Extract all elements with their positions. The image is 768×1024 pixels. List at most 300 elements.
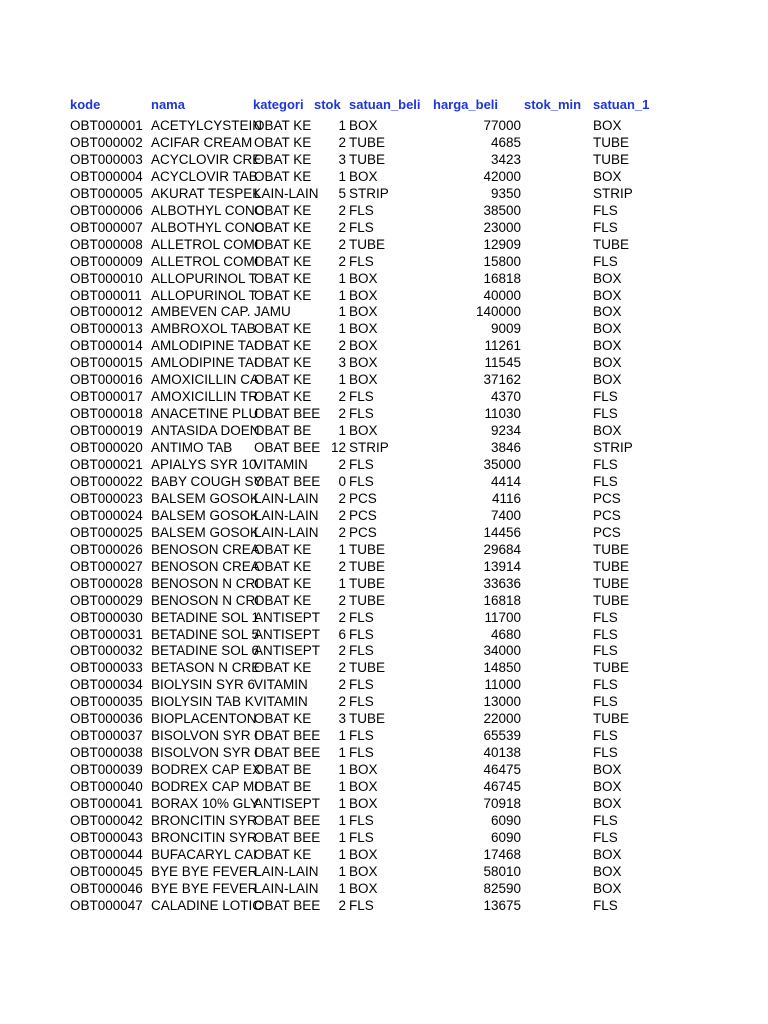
cell-harga-beli[interactable]: 22000 [483, 711, 521, 727]
cell-kode[interactable]: OBT000045 [70, 863, 143, 879]
cell-satuan-1[interactable]: BOX [593, 287, 622, 303]
cell-kode[interactable]: OBT000033 [70, 660, 143, 676]
column-header-kode[interactable]: kode [70, 97, 101, 112]
cell-nama[interactable]: BETADINE SOL 5 [151, 626, 260, 642]
cell-nama[interactable]: ACYCLOVIR CRE [151, 151, 262, 167]
cell-harga-beli[interactable]: 11000 [484, 677, 521, 693]
cell-harga-beli[interactable]: 34000 [483, 643, 521, 659]
cell-stok[interactable]: 2 [338, 202, 346, 218]
cell-nama[interactable]: BODREX CAP EX [151, 762, 262, 778]
cell-stok[interactable]: 1 [338, 541, 346, 557]
cell-kode[interactable]: OBT000007 [70, 219, 143, 235]
column-header-kategori[interactable]: kategori [253, 97, 304, 112]
cell-satuan-beli[interactable]: STRIP [349, 185, 389, 201]
cell-harga-beli[interactable]: 13000 [483, 694, 521, 710]
cell-stok[interactable]: 1 [338, 321, 346, 337]
cell-satuan-beli[interactable]: BOX [349, 118, 378, 133]
cell-satuan-beli[interactable]: FLS [349, 253, 374, 269]
cell-satuan-1[interactable]: TUBE [593, 711, 630, 727]
cell-satuan-beli[interactable]: BOX [349, 355, 378, 371]
cell-stok[interactable]: 1 [338, 372, 346, 388]
cell-stok[interactable]: 2 [338, 490, 346, 506]
cell-satuan-1[interactable]: FLS [593, 626, 618, 642]
cell-stok[interactable]: 1 [338, 880, 346, 896]
cell-kode[interactable]: OBT000005 [70, 185, 143, 201]
cell-harga-beli[interactable]: 40138 [483, 745, 521, 761]
cell-nama[interactable]: ANTIMO TAB [151, 440, 233, 456]
cell-stok[interactable]: 2 [338, 406, 346, 422]
cell-satuan-1[interactable]: TUBE [593, 660, 630, 676]
cell-nama[interactable]: ALLETROL COMI [151, 253, 259, 269]
cell-harga-beli[interactable]: 11700 [484, 609, 521, 625]
cell-nama[interactable]: BENOSON N CRI [151, 575, 260, 591]
cell-kategori[interactable]: OBAT BEE [254, 745, 321, 761]
cell-kategori[interactable]: VITAMIN [254, 677, 308, 693]
cell-satuan-beli[interactable]: TUBE [349, 592, 386, 608]
cell-satuan-1[interactable]: BOX [593, 304, 622, 320]
cell-harga-beli[interactable]: 77000 [483, 118, 521, 133]
cell-harga-beli[interactable]: 38500 [483, 202, 521, 218]
cell-nama[interactable]: AMBEVEN CAP. [151, 304, 251, 320]
cell-nama[interactable]: ALLOPURINOL T [151, 287, 257, 303]
cell-kategori[interactable]: VITAMIN [254, 694, 308, 710]
cell-stok[interactable]: 3 [338, 711, 346, 727]
cell-nama[interactable]: CALADINE LOTIC [151, 897, 263, 913]
cell-satuan-beli[interactable]: TUBE [349, 541, 386, 557]
cell-kategori[interactable]: OBAT BEE [254, 406, 321, 422]
cell-satuan-beli[interactable]: FLS [349, 609, 374, 625]
cell-nama[interactable]: BABY COUGH SY [151, 473, 263, 489]
cell-nama[interactable]: AMLODIPINE TAI [151, 355, 258, 371]
cell-stok[interactable]: 6 [338, 626, 346, 642]
cell-satuan-1[interactable]: TUBE [593, 592, 630, 608]
cell-kategori[interactable]: OBAT KE [254, 134, 312, 150]
cell-stok[interactable]: 2 [338, 524, 346, 540]
cell-satuan-1[interactable]: FLS [593, 897, 618, 913]
cell-kategori[interactable]: LAIN-LAIN [254, 185, 319, 201]
cell-nama[interactable]: BETASON N CRE [151, 660, 261, 676]
cell-satuan-1[interactable]: STRIP [593, 185, 633, 201]
cell-kode[interactable]: OBT000037 [70, 728, 143, 744]
cell-nama[interactable]: BODREX CAP MI [151, 779, 259, 795]
cell-kategori[interactable]: OBAT KE [254, 592, 312, 608]
cell-satuan-beli[interactable]: FLS [349, 473, 374, 489]
cell-kategori[interactable]: OBAT BEE [254, 897, 321, 913]
cell-kategori[interactable]: OBAT KE [254, 660, 312, 676]
cell-kode[interactable]: OBT000024 [70, 507, 143, 523]
cell-kategori[interactable]: JAMU [254, 304, 291, 320]
cell-satuan-1[interactable]: TUBE [593, 134, 630, 150]
cell-stok[interactable]: 2 [338, 694, 346, 710]
cell-nama[interactable]: BALSEM GOSOK [151, 490, 260, 506]
cell-satuan-beli[interactable]: TUBE [349, 134, 386, 150]
cell-kode[interactable]: OBT000036 [70, 711, 143, 727]
cell-harga-beli[interactable]: 14456 [483, 524, 521, 540]
cell-satuan-1[interactable]: BOX [593, 863, 622, 879]
cell-nama[interactable]: AMBROXOL TAB [151, 321, 256, 337]
cell-kode[interactable]: OBT000028 [70, 575, 143, 591]
cell-satuan-beli[interactable]: FLS [349, 694, 374, 710]
cell-satuan-beli[interactable]: BOX [349, 779, 378, 795]
cell-stok[interactable]: 3 [338, 355, 346, 371]
cell-satuan-1[interactable]: BOX [593, 338, 622, 354]
cell-satuan-1[interactable]: STRIP [593, 440, 633, 456]
cell-nama[interactable]: BRONCITIN SYR [151, 829, 257, 845]
cell-kategori[interactable]: ANTISEPT [254, 609, 321, 625]
cell-harga-beli[interactable]: 4680 [490, 626, 521, 642]
cell-nama[interactable]: BUFACARYL CAI [151, 846, 257, 862]
cell-nama[interactable]: BENOSON N CRI [151, 592, 260, 608]
cell-satuan-beli[interactable]: FLS [349, 389, 374, 405]
cell-stok[interactable]: 1 [338, 168, 346, 184]
cell-kode[interactable]: OBT000009 [70, 253, 143, 269]
cell-nama[interactable]: BALSEM GOSOK [151, 524, 260, 540]
cell-satuan-1[interactable]: FLS [593, 745, 618, 761]
cell-satuan-beli[interactable]: BOX [349, 880, 378, 896]
cell-kode[interactable]: OBT000031 [70, 626, 143, 642]
cell-stok[interactable]: 1 [338, 287, 346, 303]
cell-satuan-1[interactable]: TUBE [593, 541, 630, 557]
cell-harga-beli[interactable]: 17468 [483, 846, 521, 862]
cell-stok[interactable]: 2 [338, 507, 346, 523]
cell-kode[interactable]: OBT000043 [70, 829, 143, 845]
cell-kode[interactable]: OBT000025 [70, 524, 143, 540]
cell-stok[interactable]: 1 [338, 118, 346, 133]
cell-satuan-1[interactable]: TUBE [593, 151, 630, 167]
cell-satuan-beli[interactable]: TUBE [349, 575, 386, 591]
cell-kategori[interactable]: LAIN-LAIN [254, 507, 319, 523]
cell-stok[interactable]: 1 [338, 796, 346, 811]
cell-satuan-beli[interactable]: TUBE [349, 711, 386, 727]
cell-kategori[interactable]: OBAT KE [254, 270, 312, 286]
cell-satuan-1[interactable]: BOX [593, 762, 622, 778]
cell-stok[interactable]: 2 [338, 457, 346, 472]
cell-stok[interactable]: 2 [338, 643, 346, 659]
cell-harga-beli[interactable]: 9234 [490, 423, 521, 439]
cell-harga-beli[interactable]: 42000 [483, 168, 521, 184]
cell-harga-beli[interactable]: 6090 [490, 812, 521, 828]
cell-satuan-1[interactable]: TUBE [593, 236, 630, 252]
cell-stok[interactable]: 1 [338, 812, 346, 828]
cell-kode[interactable]: OBT000042 [70, 812, 143, 828]
cell-kategori[interactable]: OBAT KE [254, 151, 312, 167]
cell-stok[interactable]: 12 [330, 440, 346, 456]
cell-satuan-1[interactable]: TUBE [593, 575, 630, 591]
cell-kode[interactable]: OBT000013 [70, 321, 143, 337]
cell-harga-beli[interactable]: 9009 [490, 321, 521, 337]
cell-harga-beli[interactable]: 11545 [484, 355, 521, 371]
cell-harga-beli[interactable]: 70918 [483, 796, 521, 811]
cell-nama[interactable]: BETADINE SOL 6 [151, 643, 260, 659]
cell-kategori[interactable]: OBAT KE [254, 168, 312, 184]
cell-nama[interactable]: BIOLYSIN TAB K [151, 694, 254, 710]
cell-stok[interactable]: 1 [338, 745, 346, 761]
cell-stok[interactable]: 2 [338, 134, 346, 150]
cell-nama[interactable]: ALLOPURINOL T [151, 270, 257, 286]
cell-harga-beli[interactable]: 46475 [483, 762, 521, 778]
cell-harga-beli[interactable]: 13675 [483, 897, 521, 913]
cell-stok[interactable]: 1 [338, 304, 346, 320]
cell-satuan-1[interactable]: PCS [593, 524, 621, 540]
column-header-satuan-1[interactable]: satuan_1 [593, 97, 650, 112]
cell-satuan-1[interactable]: FLS [593, 406, 618, 422]
cell-kategori[interactable]: OBAT KE [254, 558, 312, 574]
cell-kode[interactable]: OBT000001 [70, 118, 143, 133]
cell-stok[interactable]: 2 [338, 897, 346, 913]
cell-harga-beli[interactable]: 33636 [483, 575, 521, 591]
cell-satuan-1[interactable]: FLS [593, 677, 618, 693]
cell-kode[interactable]: OBT000030 [70, 609, 143, 625]
cell-nama[interactable]: ANACETINE PLU [151, 406, 259, 422]
cell-kode[interactable]: OBT000011 [70, 287, 142, 303]
cell-kode[interactable]: OBT000032 [70, 643, 143, 659]
cell-harga-beli[interactable]: 35000 [483, 457, 521, 472]
cell-harga-beli[interactable]: 7400 [490, 507, 521, 523]
cell-kategori[interactable]: OBAT BEE [254, 812, 321, 828]
cell-kategori[interactable]: OBAT KE [254, 338, 312, 354]
cell-satuan-beli[interactable]: FLS [349, 745, 374, 761]
cell-kode[interactable]: OBT000016 [70, 372, 143, 388]
cell-kode[interactable]: OBT000047 [70, 897, 143, 913]
cell-stok[interactable]: 1 [338, 270, 346, 286]
cell-kode[interactable]: OBT000039 [70, 762, 143, 778]
cell-satuan-beli[interactable]: BOX [349, 321, 378, 337]
cell-satuan-1[interactable]: BOX [593, 118, 622, 133]
cell-stok[interactable]: 1 [338, 762, 346, 778]
cell-kategori[interactable]: OBAT BE [254, 779, 312, 795]
cell-satuan-beli[interactable]: BOX [349, 304, 378, 320]
cell-nama[interactable]: ALBOTHYL CONC [151, 202, 265, 218]
cell-stok[interactable]: 3 [338, 151, 346, 167]
cell-satuan-1[interactable]: BOX [593, 270, 622, 286]
column-header-harga-beli[interactable]: harga_beli [433, 97, 499, 112]
cell-harga-beli[interactable]: 23000 [483, 219, 521, 235]
cell-harga-beli[interactable]: 6090 [490, 829, 521, 845]
cell-satuan-beli[interactable]: FLS [349, 202, 374, 218]
cell-satuan-beli[interactable]: BOX [349, 338, 378, 354]
cell-harga-beli[interactable]: 9350 [490, 185, 521, 201]
cell-satuan-1[interactable]: FLS [593, 473, 618, 489]
cell-harga-beli[interactable]: 12909 [483, 236, 521, 252]
cell-stok[interactable]: 2 [338, 253, 346, 269]
cell-satuan-1[interactable]: FLS [593, 694, 618, 710]
cell-satuan-beli[interactable]: BOX [349, 796, 378, 811]
cell-harga-beli[interactable]: 16818 [483, 592, 521, 608]
cell-satuan-1[interactable]: FLS [593, 609, 618, 625]
cell-nama[interactable]: BISOLVON SYR I [151, 745, 259, 761]
cell-satuan-1[interactable]: BOX [593, 880, 622, 896]
cell-satuan-beli[interactable]: PCS [349, 507, 377, 523]
cell-kategori[interactable]: OBAT KE [254, 219, 312, 235]
cell-stok[interactable]: 0 [338, 473, 346, 489]
cell-satuan-beli[interactable]: FLS [349, 457, 374, 472]
cell-kode[interactable]: OBT000038 [70, 745, 143, 761]
cell-harga-beli[interactable]: 4370 [490, 389, 521, 405]
cell-harga-beli[interactable]: 37162 [483, 372, 521, 388]
cell-nama[interactable]: BENOSON CREA [151, 541, 260, 557]
cell-satuan-1[interactable]: PCS [593, 507, 621, 523]
cell-kategori[interactable]: OBAT KE [254, 372, 312, 388]
cell-nama[interactable]: AMLODIPINE TAI [151, 338, 258, 354]
cell-kategori[interactable]: OBAT BEE [254, 829, 321, 845]
cell-harga-beli[interactable]: 4414 [490, 473, 521, 489]
cell-kategori[interactable]: OBAT KE [254, 541, 312, 557]
cell-kategori[interactable]: VITAMIN [254, 457, 308, 472]
cell-kode[interactable]: OBT000012 [70, 304, 143, 320]
cell-kode[interactable]: OBT000035 [70, 694, 143, 710]
cell-harga-beli[interactable]: 11030 [484, 406, 521, 422]
cell-kategori[interactable]: OBAT KE [254, 846, 312, 862]
cell-stok[interactable]: 2 [338, 219, 346, 235]
cell-kode[interactable]: OBT000029 [70, 592, 143, 608]
cell-harga-beli[interactable]: 4116 [491, 490, 521, 506]
cell-kode[interactable]: OBT000023 [70, 490, 143, 506]
cell-kode[interactable]: OBT000008 [70, 236, 143, 252]
cell-kategori[interactable]: OBAT BEE [254, 473, 321, 489]
cell-satuan-1[interactable]: BOX [593, 846, 622, 862]
cell-satuan-1[interactable]: TUBE [593, 558, 630, 574]
cell-kategori[interactable]: OBAT KE [254, 236, 312, 252]
cell-kode[interactable]: OBT000034 [70, 677, 143, 693]
cell-nama[interactable]: BENOSON CREA [151, 558, 260, 574]
cell-stok[interactable]: 2 [338, 592, 346, 608]
cell-satuan-beli[interactable]: PCS [349, 490, 377, 506]
cell-nama[interactable]: ACYCLOVIR TAB [151, 168, 258, 184]
cell-stok[interactable]: 5 [338, 185, 346, 201]
cell-nama[interactable]: ANTASIDA DOEN [151, 423, 260, 439]
cell-harga-beli[interactable]: 4685 [490, 134, 521, 150]
cell-satuan-beli[interactable]: TUBE [349, 236, 386, 252]
cell-kode[interactable]: OBT000015 [70, 355, 143, 371]
cell-kategori[interactable]: OBAT BEE [254, 728, 321, 744]
cell-nama[interactable]: BYE BYE FEVER [151, 863, 258, 879]
cell-kode[interactable]: OBT000017 [70, 389, 143, 405]
cell-satuan-beli[interactable]: BOX [349, 287, 378, 303]
cell-stok[interactable]: 2 [338, 236, 346, 252]
column-header-nama[interactable]: nama [151, 97, 185, 112]
cell-kategori[interactable]: OBAT KE [254, 202, 312, 218]
cell-satuan-beli[interactable]: BOX [349, 168, 378, 184]
cell-kode[interactable]: OBT000020 [70, 440, 143, 456]
cell-stok[interactable]: 1 [338, 423, 346, 439]
cell-harga-beli[interactable]: 16818 [483, 270, 521, 286]
cell-kode[interactable]: OBT000021 [70, 457, 143, 472]
cell-kategori[interactable]: OBAT KE [254, 575, 312, 591]
cell-kategori[interactable]: OBAT KE [254, 118, 312, 133]
cell-kode[interactable]: OBT000014 [70, 338, 143, 354]
cell-kategori[interactable]: ANTISEPT [254, 796, 321, 811]
cell-satuan-1[interactable]: FLS [593, 219, 618, 235]
cell-harga-beli[interactable]: 13914 [483, 558, 521, 574]
cell-stok[interactable]: 1 [338, 779, 346, 795]
cell-harga-beli[interactable]: 140000 [475, 304, 521, 320]
cell-nama[interactable]: BIOPLACENTON [151, 711, 257, 727]
cell-nama[interactable]: BALSEM GOSOK [151, 507, 260, 523]
cell-satuan-beli[interactable]: BOX [349, 846, 378, 862]
cell-satuan-1[interactable]: FLS [593, 202, 618, 218]
cell-satuan-beli[interactable]: FLS [349, 219, 374, 235]
cell-stok[interactable]: 1 [338, 829, 346, 845]
cell-kategori[interactable]: OBAT KE [254, 253, 312, 269]
cell-harga-beli[interactable]: 65539 [483, 728, 521, 744]
cell-nama[interactable]: BIOLYSIN SYR 6 [151, 677, 256, 693]
cell-kategori[interactable]: OBAT BEE [254, 440, 321, 456]
cell-nama[interactable]: BORAX 10% GLY [151, 796, 259, 811]
cell-nama[interactable]: ACIFAR CREAM [151, 134, 253, 150]
cell-satuan-beli[interactable]: FLS [349, 406, 374, 422]
cell-nama[interactable]: APIALYS SYR 10 [151, 457, 257, 472]
cell-satuan-1[interactable]: BOX [593, 355, 622, 371]
cell-satuan-1[interactable]: BOX [593, 321, 622, 337]
cell-satuan-beli[interactable]: FLS [349, 829, 374, 845]
cell-satuan-1[interactable]: BOX [593, 779, 622, 795]
cell-satuan-beli[interactable]: TUBE [349, 558, 386, 574]
cell-satuan-beli[interactable]: BOX [349, 863, 378, 879]
cell-kode[interactable]: OBT000004 [70, 168, 143, 184]
cell-kategori[interactable]: LAIN-LAIN [254, 863, 319, 879]
cell-satuan-beli[interactable]: FLS [349, 728, 374, 744]
cell-nama[interactable]: BETADINE SOL 1 [151, 609, 260, 625]
cell-nama[interactable]: ALLETROL COMI [151, 236, 259, 252]
cell-stok[interactable]: 2 [338, 338, 346, 354]
column-header-stok-min[interactable]: stok_min [524, 97, 582, 112]
cell-satuan-1[interactable]: FLS [593, 728, 618, 744]
cell-stok[interactable]: 1 [338, 863, 346, 879]
cell-nama[interactable]: ACETYLCYSTEIN [151, 118, 263, 133]
cell-kode[interactable]: OBT000003 [70, 151, 143, 167]
cell-nama[interactable]: BISOLVON SYR I [151, 728, 259, 744]
cell-kode[interactable]: OBT000046 [70, 880, 143, 896]
cell-kode[interactable]: OBT000018 [70, 406, 143, 422]
cell-kategori[interactable]: OBAT KE [254, 711, 312, 727]
cell-nama[interactable]: AMOXICILLIN CA [151, 372, 260, 388]
cell-satuan-beli[interactable]: TUBE [349, 660, 386, 676]
cell-satuan-beli[interactable]: STRIP [349, 440, 389, 456]
cell-kode[interactable]: OBT000041 [70, 796, 143, 811]
cell-kode[interactable]: OBT000027 [70, 558, 143, 574]
cell-harga-beli[interactable]: 58010 [483, 863, 521, 879]
cell-kode[interactable]: OBT000006 [70, 202, 143, 218]
cell-kategori[interactable]: OBAT KE [254, 389, 312, 405]
cell-kategori[interactable]: OBAT BE [254, 423, 312, 439]
cell-stok[interactable]: 1 [338, 728, 346, 744]
cell-satuan-1[interactable]: PCS [593, 490, 621, 506]
cell-nama[interactable]: BYE BYE FEVER [151, 880, 258, 896]
cell-satuan-1[interactable]: BOX [593, 423, 622, 439]
cell-satuan-1[interactable]: FLS [593, 253, 618, 269]
cell-kategori[interactable]: OBAT KE [254, 321, 312, 337]
column-header-stok[interactable]: stok [314, 97, 341, 112]
column-header-satuan-beli[interactable]: satuan_beli [349, 97, 421, 112]
cell-kategori[interactable]: OBAT BE [254, 762, 312, 778]
cell-satuan-beli[interactable]: BOX [349, 372, 378, 388]
cell-satuan-beli[interactable]: FLS [349, 677, 374, 693]
cell-harga-beli[interactable]: 82590 [483, 880, 521, 896]
cell-satuan-beli[interactable]: FLS [349, 626, 374, 642]
cell-satuan-1[interactable]: FLS [593, 389, 618, 405]
cell-kode[interactable]: OBT000040 [70, 779, 143, 795]
cell-nama[interactable]: AKURAT TESPEK [151, 185, 262, 201]
cell-kode[interactable]: OBT000019 [70, 423, 143, 439]
cell-kode[interactable]: OBT000002 [70, 134, 143, 150]
cell-satuan-beli[interactable]: FLS [349, 643, 374, 659]
cell-kode[interactable]: OBT000026 [70, 541, 143, 557]
cell-satuan-beli[interactable]: TUBE [349, 151, 386, 167]
cell-kode[interactable]: OBT000044 [70, 846, 143, 862]
cell-satuan-beli[interactable]: BOX [349, 423, 378, 439]
cell-kategori[interactable]: ANTISEPT [254, 643, 321, 659]
cell-kategori[interactable]: LAIN-LAIN [254, 490, 319, 506]
